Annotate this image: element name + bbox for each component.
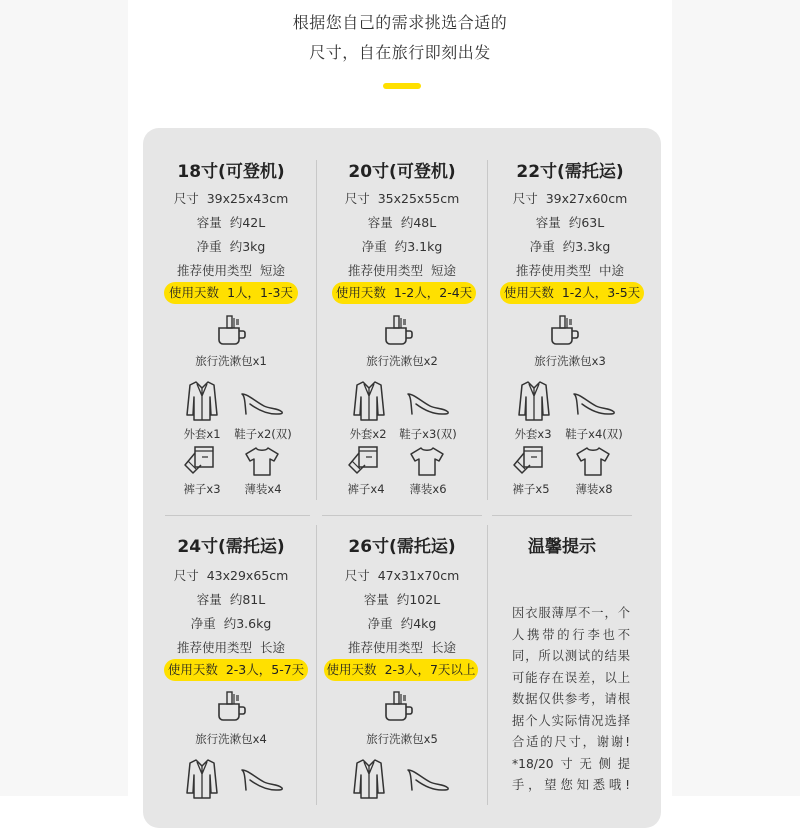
spec-size: 尺寸 43x29x65cm xyxy=(173,568,289,583)
days-pill: 使用天数 1-2人，3-5天 xyxy=(500,282,644,304)
toiletry-cup-icon xyxy=(215,690,249,724)
card-title: 20寸(可登机) xyxy=(348,162,456,182)
spec-weight: 净重 约3.3kg xyxy=(529,239,611,254)
toiletry-label: 旅行洗漱包x2 xyxy=(366,354,438,368)
tips-line: 据个人实际情况选择 xyxy=(512,713,630,728)
left-margin xyxy=(0,0,128,796)
tshirt-icon xyxy=(243,445,281,477)
card-title: 26寸(需托运) xyxy=(348,537,456,557)
tips-line: 可能存在误差，以上 xyxy=(512,670,630,685)
spec-capacity: 容量 约48L xyxy=(367,215,437,230)
header-line-1: 根据您自己的需求挑选合适的 xyxy=(292,13,508,32)
shoes-label: 鞋子x4(双) xyxy=(565,427,623,441)
toiletry-label: 旅行洗漱包x5 xyxy=(366,732,438,746)
tshirt-icon xyxy=(408,445,446,477)
tips-line: 因衣服薄厚不一，个 xyxy=(512,606,630,620)
accent-bar xyxy=(383,83,421,89)
spec-capacity: 容量 约81L xyxy=(196,592,266,607)
card-title: 18寸(可登机) xyxy=(177,162,285,182)
column-divider xyxy=(487,160,488,500)
coat-icon xyxy=(517,380,551,422)
tops-label: 薄装x8 xyxy=(575,482,613,496)
toiletry-cup-icon xyxy=(382,690,416,724)
days-pill: 使用天数 1-2人，2-4天 xyxy=(332,282,476,304)
toiletry-label: 旅行洗漱包x1 xyxy=(195,354,267,368)
column-divider xyxy=(316,525,317,805)
coat-label: 外套x1 xyxy=(183,427,221,441)
shoes-label: 鞋子x2(双) xyxy=(234,427,292,441)
row-divider xyxy=(165,515,310,516)
coat-icon xyxy=(185,380,219,422)
toiletry-label: 旅行洗漱包x4 xyxy=(195,732,267,746)
column-divider xyxy=(487,525,488,805)
size-card-24 xyxy=(150,520,312,796)
spec-type: 推荐使用类型 长途 xyxy=(176,640,286,655)
spec-weight: 净重 约3kg xyxy=(196,239,266,254)
shoes-label: 鞋子x3(双) xyxy=(399,427,457,441)
tips-body xyxy=(512,603,630,797)
spec-size: 尺寸 47x31x70cm xyxy=(344,568,460,583)
spec-type: 推荐使用类型 短途 xyxy=(347,263,457,278)
pants-icon xyxy=(511,445,547,477)
pants-icon xyxy=(346,445,382,477)
size-card-26 xyxy=(320,520,484,796)
high-heel-icon xyxy=(238,764,284,794)
spec-type: 推荐使用类型 短途 xyxy=(176,263,286,278)
header-line-2: 尺寸，自在旅行即刻出发 xyxy=(309,43,491,62)
spec-size: 尺寸 39x27x60cm xyxy=(512,191,628,206)
coat-icon xyxy=(185,758,219,800)
spec-capacity: 容量 约102L xyxy=(363,592,441,607)
pants-label: 裤子x4 xyxy=(347,482,385,496)
tips-title: 温馨提示 xyxy=(528,537,596,557)
spec-size: 尺寸 35x25x55cm xyxy=(344,191,460,206)
tops-label: 薄装x6 xyxy=(409,482,447,496)
coat-label: 外套x3 xyxy=(514,427,552,441)
tips-line: 数据仅供参考，请根 xyxy=(512,692,630,706)
pants-icon xyxy=(182,445,218,477)
days-pill: 使用天数 1人，1-3天 xyxy=(164,282,298,304)
pants-label: 裤子x3 xyxy=(183,482,221,496)
spec-capacity: 容量 约42L xyxy=(196,215,266,230)
coat-icon xyxy=(352,758,386,800)
spec-type: 推荐使用类型 中途 xyxy=(515,263,625,278)
spec-weight: 净重 约3.6kg xyxy=(190,616,272,631)
row-divider xyxy=(322,515,482,516)
column-divider xyxy=(316,160,317,500)
high-heel-icon xyxy=(238,388,284,418)
pants-label: 裤子x5 xyxy=(512,482,550,496)
tshirt-icon xyxy=(574,445,612,477)
toiletry-cup-icon xyxy=(382,314,416,348)
spec-weight: 净重 约4kg xyxy=(367,616,437,631)
tips-line: 合适的尺寸，谢谢! xyxy=(512,735,630,749)
card-title: 22寸(需托运) xyxy=(516,162,624,182)
coat-label: 外套x2 xyxy=(349,427,387,441)
tips-line: 人携带的行李也不 xyxy=(512,627,630,642)
spec-weight: 净重 约3.1kg xyxy=(361,239,443,254)
days-pill: 使用天数 2-3人，5-7天 xyxy=(164,659,308,681)
tips-line: *18/20寸无侧提 xyxy=(512,756,630,771)
high-heel-icon xyxy=(570,388,616,418)
spec-type: 推荐使用类型 长途 xyxy=(347,640,457,655)
tips-line: 同，所以测试的结果 xyxy=(512,649,630,663)
tips-line: 手，望您知悉哦! xyxy=(512,778,630,792)
coat-icon xyxy=(352,380,386,422)
toiletry-cup-icon xyxy=(215,314,249,348)
high-heel-icon xyxy=(404,388,450,418)
tops-label: 薄装x4 xyxy=(244,482,282,496)
card-title: 24寸(需托运) xyxy=(177,537,285,557)
high-heel-icon xyxy=(404,764,450,794)
right-margin xyxy=(672,0,800,796)
toiletry-label: 旅行洗漱包x3 xyxy=(534,354,606,368)
spec-size: 尺寸 39x25x43cm xyxy=(173,191,289,206)
toiletry-cup-icon xyxy=(548,314,582,348)
days-pill: 使用天数 2-3人，7天以上 xyxy=(324,659,478,681)
row-divider xyxy=(492,515,632,516)
spec-capacity: 容量 约63L xyxy=(535,215,605,230)
